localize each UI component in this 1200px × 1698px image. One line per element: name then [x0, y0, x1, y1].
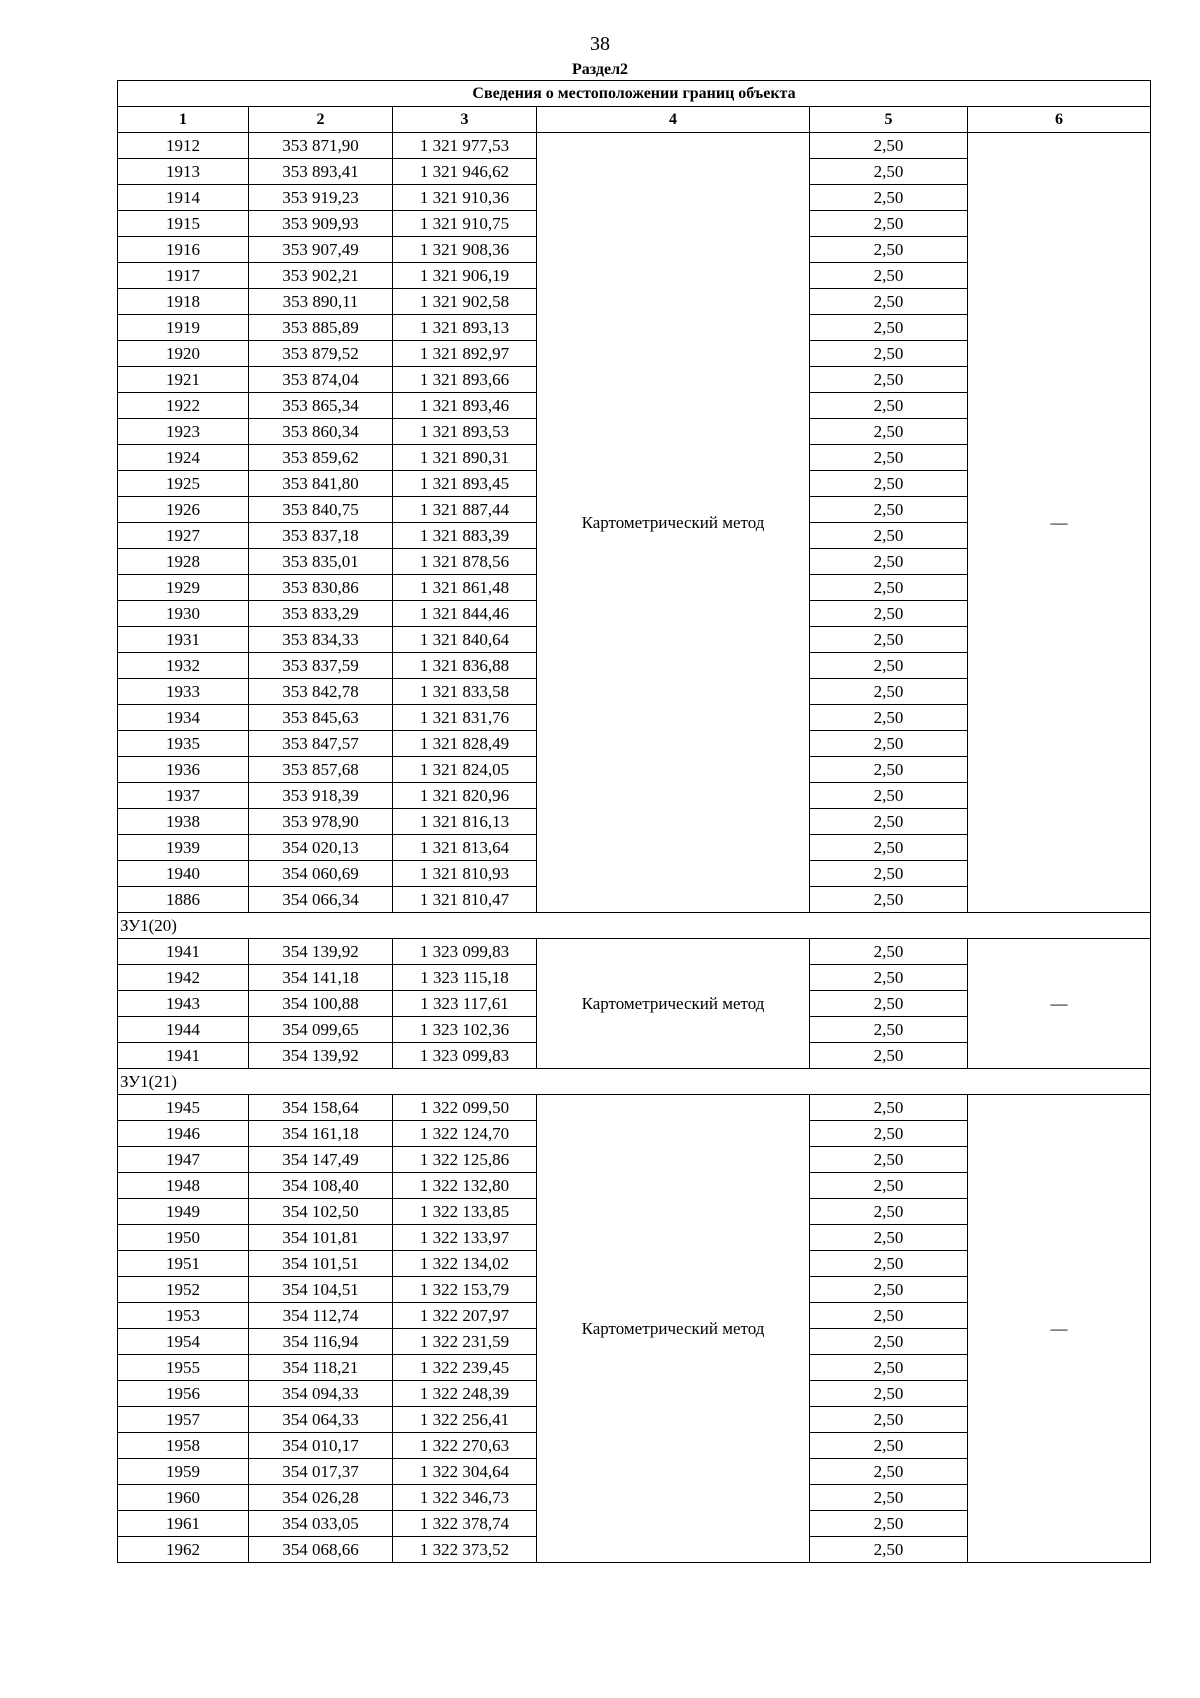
x-coordinate-cell: 354 118,21: [249, 1355, 393, 1381]
y-coordinate-cell: 1 322 132,80: [393, 1173, 537, 1199]
x-coordinate-cell: 353 841,80: [249, 471, 393, 497]
point-number-cell: 1944: [118, 1017, 249, 1043]
point-number-cell: 1929: [118, 575, 249, 601]
column-6-cell: —: [968, 133, 1151, 913]
x-coordinate-cell: 354 141,18: [249, 965, 393, 991]
point-number-cell: 1960: [118, 1485, 249, 1511]
accuracy-cell: 2,50: [810, 549, 968, 575]
x-coordinate-cell: 353 830,86: [249, 575, 393, 601]
accuracy-cell: 2,50: [810, 991, 968, 1017]
x-coordinate-cell: 353 834,33: [249, 627, 393, 653]
accuracy-cell: 2,50: [810, 1121, 968, 1147]
x-coordinate-cell: 353 840,75: [249, 497, 393, 523]
y-coordinate-cell: 1 321 893,53: [393, 419, 537, 445]
x-coordinate-cell: 354 147,49: [249, 1147, 393, 1173]
x-coordinate-cell: 354 010,17: [249, 1433, 393, 1459]
y-coordinate-cell: 1 321 820,96: [393, 783, 537, 809]
y-coordinate-cell: 1 321 893,66: [393, 367, 537, 393]
point-number-cell: 1936: [118, 757, 249, 783]
y-coordinate-cell: 1 321 890,31: [393, 445, 537, 471]
x-coordinate-cell: 353 837,59: [249, 653, 393, 679]
y-coordinate-cell: 1 323 115,18: [393, 965, 537, 991]
y-coordinate-cell: 1 322 304,64: [393, 1459, 537, 1485]
y-coordinate-cell: 1 321 844,46: [393, 601, 537, 627]
method-cell: Картометрический метод: [537, 1095, 810, 1563]
y-coordinate-cell: 1 322 256,41: [393, 1407, 537, 1433]
y-coordinate-cell: 1 322 153,79: [393, 1277, 537, 1303]
group-label-row: [118, 1069, 1151, 1095]
accuracy-cell: 2,50: [810, 1147, 968, 1173]
point-number-cell: 1939: [118, 835, 249, 861]
x-coordinate-cell: 354 017,37: [249, 1459, 393, 1485]
y-coordinate-cell: 1 323 117,61: [393, 991, 537, 1017]
accuracy-cell: 2,50: [810, 1407, 968, 1433]
accuracy-cell: 2,50: [810, 393, 968, 419]
y-coordinate-cell: 1 321 878,56: [393, 549, 537, 575]
accuracy-cell: 2,50: [810, 523, 968, 549]
group-label-row: [118, 913, 1151, 939]
accuracy-cell: 2,50: [810, 1199, 968, 1225]
column-header: 2: [249, 107, 393, 133]
accuracy-cell: 2,50: [810, 1173, 968, 1199]
accuracy-cell: 2,50: [810, 705, 968, 731]
group-label: ЗУ1(21): [118, 1069, 1151, 1095]
x-coordinate-cell: 353 907,49: [249, 237, 393, 263]
column-header: 5: [810, 107, 968, 133]
accuracy-cell: 2,50: [810, 965, 968, 991]
y-coordinate-cell: 1 321 828,49: [393, 731, 537, 757]
accuracy-cell: 2,50: [810, 757, 968, 783]
y-coordinate-cell: 1 321 910,75: [393, 211, 537, 237]
accuracy-cell: 2,50: [810, 653, 968, 679]
accuracy-cell: 2,50: [810, 471, 968, 497]
point-number-cell: 1933: [118, 679, 249, 705]
point-number-cell: 1952: [118, 1277, 249, 1303]
accuracy-cell: 2,50: [810, 809, 968, 835]
point-number-cell: 1927: [118, 523, 249, 549]
column-6-cell: —: [968, 1095, 1151, 1563]
point-number-cell: 1935: [118, 731, 249, 757]
point-number-cell: 1914: [118, 185, 249, 211]
column-6-cell: —: [968, 939, 1151, 1069]
y-coordinate-cell: 1 322 133,97: [393, 1225, 537, 1251]
point-number-cell: 1947: [118, 1147, 249, 1173]
accuracy-cell: 2,50: [810, 679, 968, 705]
point-number-cell: 1922: [118, 393, 249, 419]
point-number-cell: 1930: [118, 601, 249, 627]
point-number-cell: 1961: [118, 1511, 249, 1537]
x-coordinate-cell: 354 060,69: [249, 861, 393, 887]
accuracy-cell: 2,50: [810, 1303, 968, 1329]
point-number-cell: 1941: [118, 939, 249, 965]
point-number-cell: 1962: [118, 1537, 249, 1563]
point-number-cell: 1913: [118, 159, 249, 185]
accuracy-cell: 2,50: [810, 1485, 968, 1511]
x-coordinate-cell: 353 859,62: [249, 445, 393, 471]
y-coordinate-cell: 1 322 239,45: [393, 1355, 537, 1381]
y-coordinate-cell: 1 322 373,52: [393, 1537, 537, 1563]
point-number-cell: 1940: [118, 861, 249, 887]
y-coordinate-cell: 1 321 833,58: [393, 679, 537, 705]
x-coordinate-cell: 354 026,28: [249, 1485, 393, 1511]
column-header: 3: [393, 107, 537, 133]
y-coordinate-cell: 1 321 906,19: [393, 263, 537, 289]
x-coordinate-cell: 353 865,34: [249, 393, 393, 419]
x-coordinate-cell: 354 112,74: [249, 1303, 393, 1329]
x-coordinate-cell: 353 902,21: [249, 263, 393, 289]
table-caption-row: [118, 81, 1151, 107]
y-coordinate-cell: 1 322 133,85: [393, 1199, 537, 1225]
accuracy-cell: 2,50: [810, 1433, 968, 1459]
y-coordinate-cell: 1 321 977,53: [393, 133, 537, 159]
accuracy-cell: 2,50: [810, 1017, 968, 1043]
accuracy-cell: 2,50: [810, 783, 968, 809]
point-number-cell: 1956: [118, 1381, 249, 1407]
y-coordinate-cell: 1 322 207,97: [393, 1303, 537, 1329]
x-coordinate-cell: 353 890,11: [249, 289, 393, 315]
point-number-cell: 1886: [118, 887, 249, 913]
point-number-cell: 1920: [118, 341, 249, 367]
x-coordinate-cell: 353 842,78: [249, 679, 393, 705]
y-coordinate-cell: 1 321 893,13: [393, 315, 537, 341]
point-number-cell: 1955: [118, 1355, 249, 1381]
point-number-cell: 1951: [118, 1251, 249, 1277]
point-number-cell: 1918: [118, 289, 249, 315]
point-number-cell: 1915: [118, 211, 249, 237]
point-number-cell: 1932: [118, 653, 249, 679]
accuracy-cell: 2,50: [810, 1459, 968, 1485]
y-coordinate-cell: 1 321 908,36: [393, 237, 537, 263]
x-coordinate-cell: 354 104,51: [249, 1277, 393, 1303]
accuracy-cell: 2,50: [810, 1511, 968, 1537]
x-coordinate-cell: 354 158,64: [249, 1095, 393, 1121]
accuracy-cell: 2,50: [810, 887, 968, 913]
point-number-cell: 1959: [118, 1459, 249, 1485]
accuracy-cell: 2,50: [810, 315, 968, 341]
accuracy-cell: 2,50: [810, 731, 968, 757]
point-number-cell: 1919: [118, 315, 249, 341]
point-number-cell: 1921: [118, 367, 249, 393]
y-coordinate-cell: 1 321 824,05: [393, 757, 537, 783]
x-coordinate-cell: 354 068,66: [249, 1537, 393, 1563]
table-header-row: [118, 107, 1151, 133]
point-number-cell: 1917: [118, 263, 249, 289]
x-coordinate-cell: 353 871,90: [249, 133, 393, 159]
table-row: [118, 939, 1151, 965]
y-coordinate-cell: 1 322 346,73: [393, 1485, 537, 1511]
method-cell: Картометрический метод: [537, 133, 810, 913]
accuracy-cell: 2,50: [810, 1381, 968, 1407]
y-coordinate-cell: 1 321 816,13: [393, 809, 537, 835]
y-coordinate-cell: 1 321 831,76: [393, 705, 537, 731]
y-coordinate-cell: 1 321 813,64: [393, 835, 537, 861]
table-row: [118, 1095, 1151, 1121]
x-coordinate-cell: 353 919,23: [249, 185, 393, 211]
accuracy-cell: 2,50: [810, 861, 968, 887]
x-coordinate-cell: 354 101,81: [249, 1225, 393, 1251]
table-body: [118, 81, 1151, 1563]
y-coordinate-cell: 1 322 134,02: [393, 1251, 537, 1277]
accuracy-cell: 2,50: [810, 497, 968, 523]
x-coordinate-cell: 353 918,39: [249, 783, 393, 809]
accuracy-cell: 2,50: [810, 1251, 968, 1277]
point-number-cell: 1946: [118, 1121, 249, 1147]
accuracy-cell: 2,50: [810, 1537, 968, 1563]
x-coordinate-cell: 354 064,33: [249, 1407, 393, 1433]
x-coordinate-cell: 353 909,93: [249, 211, 393, 237]
y-coordinate-cell: 1 321 810,47: [393, 887, 537, 913]
x-coordinate-cell: 353 833,29: [249, 601, 393, 627]
y-coordinate-cell: 1 322 270,63: [393, 1433, 537, 1459]
x-coordinate-cell: 353 874,04: [249, 367, 393, 393]
x-coordinate-cell: 353 885,89: [249, 315, 393, 341]
accuracy-cell: 2,50: [810, 341, 968, 367]
point-number-cell: 1948: [118, 1173, 249, 1199]
point-number-cell: 1958: [118, 1433, 249, 1459]
y-coordinate-cell: 1 323 102,36: [393, 1017, 537, 1043]
y-coordinate-cell: 1 321 946,62: [393, 159, 537, 185]
x-coordinate-cell: 354 099,65: [249, 1017, 393, 1043]
column-header: 1: [118, 107, 249, 133]
y-coordinate-cell: 1 322 248,39: [393, 1381, 537, 1407]
x-coordinate-cell: 353 879,52: [249, 341, 393, 367]
x-coordinate-cell: 353 893,41: [249, 159, 393, 185]
accuracy-cell: 2,50: [810, 185, 968, 211]
accuracy-cell: 2,50: [810, 1329, 968, 1355]
y-coordinate-cell: 1 323 099,83: [393, 1043, 537, 1069]
point-number-cell: 1950: [118, 1225, 249, 1251]
y-coordinate-cell: 1 321 892,97: [393, 341, 537, 367]
y-coordinate-cell: 1 321 840,64: [393, 627, 537, 653]
point-number-cell: 1942: [118, 965, 249, 991]
point-number-cell: 1957: [118, 1407, 249, 1433]
accuracy-cell: 2,50: [810, 1225, 968, 1251]
boundary-coordinates-table: [117, 80, 1151, 1563]
point-number-cell: 1931: [118, 627, 249, 653]
y-coordinate-cell: 1 322 124,70: [393, 1121, 537, 1147]
section-title: Раздел2: [571, 61, 629, 78]
y-coordinate-cell: 1 322 378,74: [393, 1511, 537, 1537]
accuracy-cell: 2,50: [810, 1277, 968, 1303]
point-number-cell: 1954: [118, 1329, 249, 1355]
y-coordinate-cell: 1 322 231,59: [393, 1329, 537, 1355]
x-coordinate-cell: 354 108,40: [249, 1173, 393, 1199]
point-number-cell: 1941: [118, 1043, 249, 1069]
point-number-cell: 1928: [118, 549, 249, 575]
group-label: ЗУ1(20): [118, 913, 1151, 939]
table-caption: Сведения о местоположении границ объекта: [118, 81, 1151, 107]
x-coordinate-cell: 354 020,13: [249, 835, 393, 861]
x-coordinate-cell: 354 102,50: [249, 1199, 393, 1225]
y-coordinate-cell: 1 322 125,86: [393, 1147, 537, 1173]
y-coordinate-cell: 1 321 810,93: [393, 861, 537, 887]
x-coordinate-cell: 354 101,51: [249, 1251, 393, 1277]
accuracy-cell: 2,50: [810, 263, 968, 289]
point-number-cell: 1945: [118, 1095, 249, 1121]
x-coordinate-cell: 354 066,34: [249, 887, 393, 913]
x-coordinate-cell: 353 860,34: [249, 419, 393, 445]
accuracy-cell: 2,50: [810, 289, 968, 315]
point-number-cell: 1949: [118, 1199, 249, 1225]
x-coordinate-cell: 354 033,05: [249, 1511, 393, 1537]
y-coordinate-cell: 1 323 099,83: [393, 939, 537, 965]
column-header: 6: [968, 107, 1151, 133]
point-number-cell: 1926: [118, 497, 249, 523]
y-coordinate-cell: 1 321 902,58: [393, 289, 537, 315]
x-coordinate-cell: 353 835,01: [249, 549, 393, 575]
y-coordinate-cell: 1 322 099,50: [393, 1095, 537, 1121]
accuracy-cell: 2,50: [810, 1355, 968, 1381]
x-coordinate-cell: 354 161,18: [249, 1121, 393, 1147]
y-coordinate-cell: 1 321 893,46: [393, 393, 537, 419]
accuracy-cell: 2,50: [810, 1043, 968, 1069]
accuracy-cell: 2,50: [810, 1095, 968, 1121]
accuracy-cell: 2,50: [810, 367, 968, 393]
page-number: 38: [590, 33, 610, 55]
point-number-cell: 1924: [118, 445, 249, 471]
accuracy-cell: 2,50: [810, 419, 968, 445]
x-coordinate-cell: 354 100,88: [249, 991, 393, 1017]
x-coordinate-cell: 354 116,94: [249, 1329, 393, 1355]
accuracy-cell: 2,50: [810, 835, 968, 861]
x-coordinate-cell: 354 139,92: [249, 939, 393, 965]
column-header: 4: [537, 107, 810, 133]
accuracy-cell: 2,50: [810, 627, 968, 653]
accuracy-cell: 2,50: [810, 211, 968, 237]
x-coordinate-cell: 354 094,33: [249, 1381, 393, 1407]
point-number-cell: 1923: [118, 419, 249, 445]
point-number-cell: 1943: [118, 991, 249, 1017]
point-number-cell: 1953: [118, 1303, 249, 1329]
x-coordinate-cell: 354 139,92: [249, 1043, 393, 1069]
x-coordinate-cell: 353 845,63: [249, 705, 393, 731]
point-number-cell: 1938: [118, 809, 249, 835]
accuracy-cell: 2,50: [810, 601, 968, 627]
x-coordinate-cell: 353 978,90: [249, 809, 393, 835]
y-coordinate-cell: 1 321 893,45: [393, 471, 537, 497]
point-number-cell: 1916: [118, 237, 249, 263]
y-coordinate-cell: 1 321 836,88: [393, 653, 537, 679]
point-number-cell: 1925: [118, 471, 249, 497]
y-coordinate-cell: 1 321 883,39: [393, 523, 537, 549]
y-coordinate-cell: 1 321 910,36: [393, 185, 537, 211]
x-coordinate-cell: 353 857,68: [249, 757, 393, 783]
table-row: [118, 133, 1151, 159]
method-cell: Картометрический метод: [537, 939, 810, 1069]
x-coordinate-cell: 353 847,57: [249, 731, 393, 757]
point-number-cell: 1934: [118, 705, 249, 731]
accuracy-cell: 2,50: [810, 445, 968, 471]
accuracy-cell: 2,50: [810, 575, 968, 601]
accuracy-cell: 2,50: [810, 133, 968, 159]
y-coordinate-cell: 1 321 887,44: [393, 497, 537, 523]
point-number-cell: 1937: [118, 783, 249, 809]
x-coordinate-cell: 353 837,18: [249, 523, 393, 549]
accuracy-cell: 2,50: [810, 159, 968, 185]
y-coordinate-cell: 1 321 861,48: [393, 575, 537, 601]
accuracy-cell: 2,50: [810, 939, 968, 965]
point-number-cell: 1912: [118, 133, 249, 159]
accuracy-cell: 2,50: [810, 237, 968, 263]
